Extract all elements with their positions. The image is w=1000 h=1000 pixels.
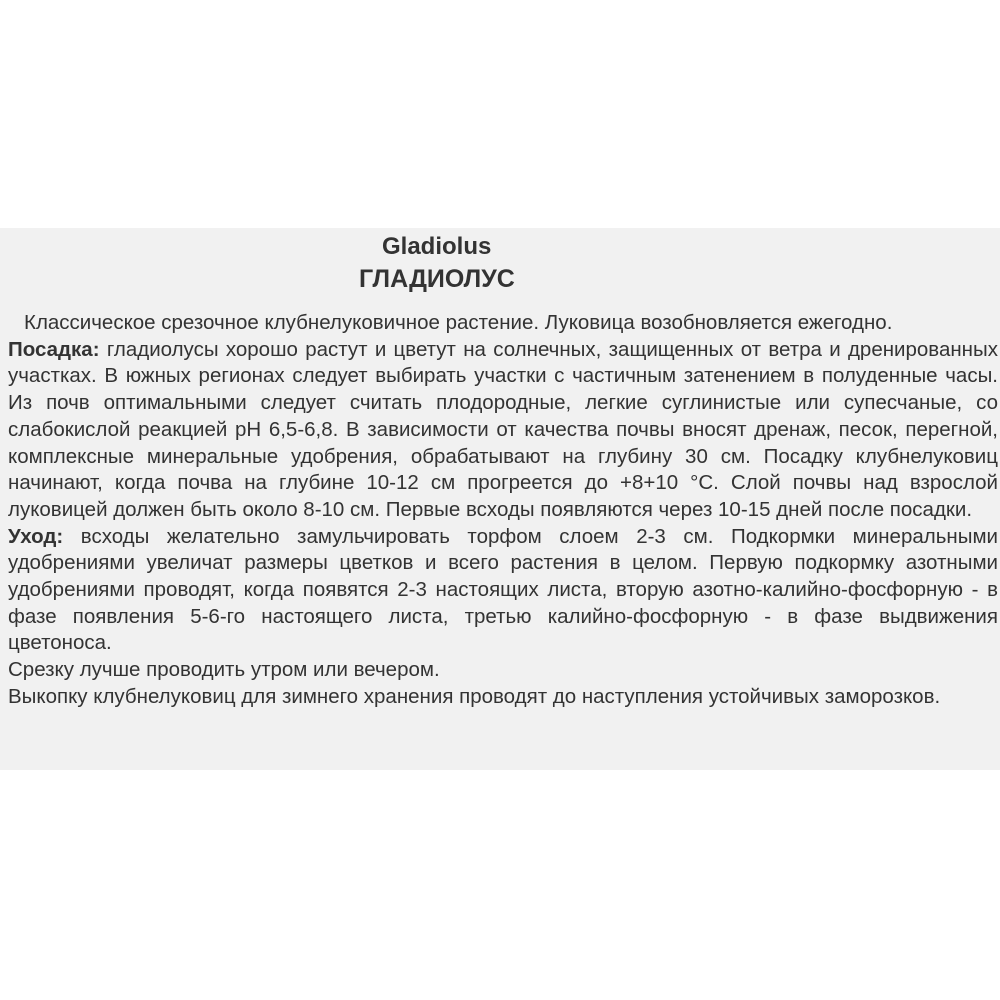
planting-paragraph (8, 337, 998, 524)
care-text: всходы желательно замульчировать торфом слоем 2-3 см. Подкормки минеральными удобрениями увеличат размеры цветков и всего растения в целом. Первую подкормку азотными удобрениями проводят, когда появятся 2-3 настоящих листа, вторую азотно-калийно-фосфорную - в фазе появления 5-6-го настоящего листа, третью калийно-фосфорную - в фазе выдвижения цветоноса. (8, 524, 998, 655)
title-latin: Gladiolus (382, 233, 492, 260)
title-russian: ГЛАДИОЛУС (359, 265, 515, 293)
planting-text: гладиолусы хорошо растут и цветут на солнечных, защищенных от ветра и дренированных участках. В южных регионах следует выбирать участки с частичным затенением в полуденные часы. Из почв оптимальными следует считать плодородные, легкие суглинистые или супесчаные, со слабокислой реакцией рН 6,5-6,8. В зависимости от качества почвы вносят дренаж, песок, перегной, комплексные минеральные удобрения, обрабатывают на глубину 30 см. Посадку клубнелуковиц начинают, когда почва на глубине 10-12 см прогреется до +8+10 °С. Слой почвы над взрослой луковицей должен быть около 8-10 см. Первые всходы появляются через 10-15 дней после посадки. (8, 337, 998, 521)
care-label: Уход: (8, 524, 64, 548)
title-block (8, 232, 998, 294)
digging-paragraph: Выкопку клубнелуковиц для зимнего хранения проводят до наступления устойчивых заморозков. (8, 684, 941, 708)
label-content (8, 232, 998, 711)
planting-label: Посадка: (8, 337, 100, 361)
care-paragraph (8, 524, 998, 658)
cutting-paragraph: Срезку лучше проводить утром или вечером. (8, 658, 440, 682)
intro-paragraph: Классическое срезочное клубнелуковичное растение. Луковица возобновляется ежегодно. (24, 311, 893, 334)
